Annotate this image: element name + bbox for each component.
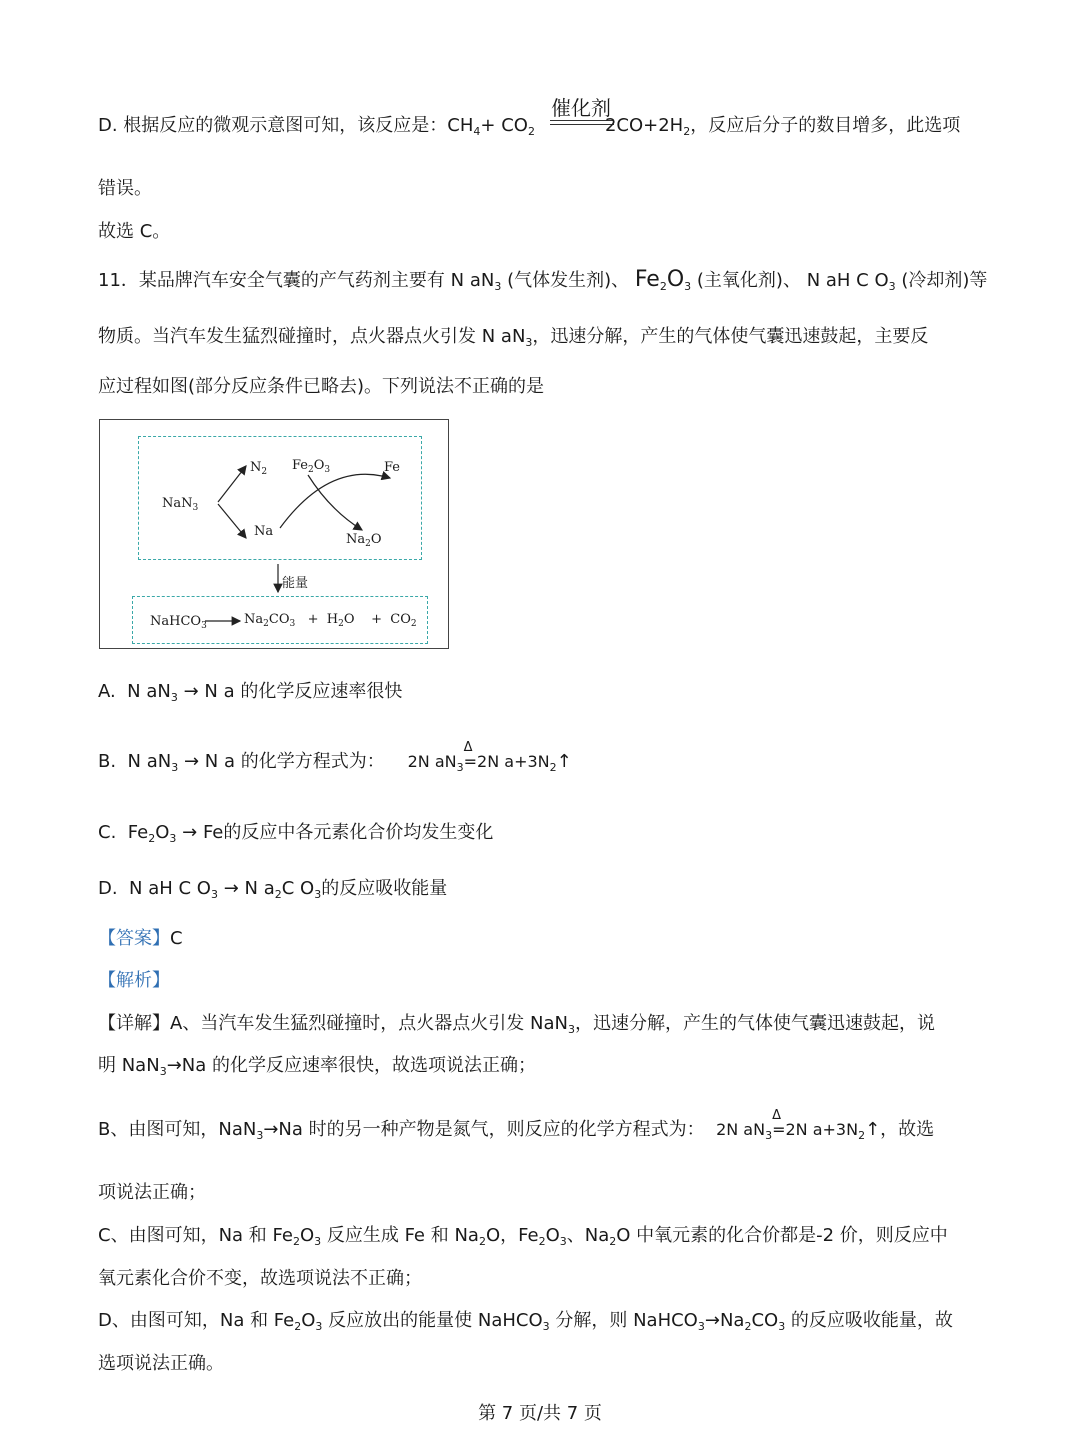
- label-na2o: $Na_2O$: [346, 532, 382, 549]
- arrow-to-na2o: [308, 475, 362, 530]
- page-number: 第 7 页/共 7 页: [478, 1403, 602, 1424]
- q11-line2: 物质。当汽车发生猛烈碰撞时，点火器点火引发 N $aN_3$，迅速分解，产生的气体使气囊迅速鼓起，主要反: [98, 326, 929, 349]
- detail-a1: 【详解】A、当汽车发生猛烈碰撞时，点火器点火引发 NaN$_3$，迅速分解，产生的气体使气囊迅速鼓起，说: [98, 1013, 935, 1036]
- label-fe2o3: $Fe_2O_3$: [292, 458, 331, 475]
- arrow-to-na: [218, 504, 246, 538]
- option-c: C. $Fe_2O_3 \to Fe$的反应中各元素化合价均发生变化: [98, 822, 494, 845]
- detail-c2: 氧元素化合价不变，故选项说法不正确；: [98, 1268, 422, 1289]
- option-d-prev-line: D. 根据反应的微观示意图可知，该反应是：$CH_4+ CO_2$ $2CO+2H_2$，反应后分子的数目增多，此选项: [98, 115, 961, 138]
- detail-d1: D、由图可知，Na 和 $Fe_2O_3$ 反应放出的能量使 NaHCO$_3$ 分解，则 $NaHCO_3\to Na_2CO_3$ 的反应吸收能量，故: [98, 1310, 953, 1333]
- option-a: A. N $aN_3 \to N$ a 的化学反应速率很快: [98, 681, 403, 704]
- answer-line: [98, 927, 183, 951]
- detail-d2: 选项说法正确。: [98, 1353, 224, 1374]
- option-d: D. N aH C $O_3 \to N$ $a_2C$ $O_3$的反应吸收能量: [98, 878, 448, 901]
- q11-line1: 11．某品牌汽车安全气囊的产气药剂主要有 N $aN_3$ (气体发生剂)、 $Fe_2O_3$ (主氧化剂)、 N aH C $O_3$ (冷却剂)等: [98, 267, 988, 293]
- label-eq-nahco3: NaHCO$_3$: [150, 614, 207, 631]
- option-d-prev-cont: 错误。: [98, 178, 152, 199]
- detail-b2: 项说法正确；: [98, 1182, 206, 1203]
- q11-line3: 应过程如图(部分反应条件已略去)。下列说法不正确的是: [98, 376, 545, 397]
- detail-b1: B、由图可知，NaN$_3$→Na 时的另一种产物是氮气，则反应的化学方程式为： 2N $aN_3$ Δ =2N $a+3N_2↑$，故选: [98, 1108, 935, 1142]
- analysis-label: 【解析】: [98, 970, 170, 991]
- label-eq-products: $Na_2CO_3$ + $H_2O$ + $CO_2$: [244, 612, 417, 629]
- detail-c1: C、由图可知，Na 和 $Fe_2O_3$ 反应生成 Fe 和 $Na_2O$，$Fe_2O_3$、$Na_2O$ 中氧元素的化合价都是-2 价，则反应中: [98, 1225, 948, 1248]
- label-n2: $N_2$: [250, 460, 268, 477]
- select-c-line: 故选 C。: [98, 221, 171, 242]
- answer-value: C: [170, 928, 183, 949]
- label-energy: 能量: [282, 576, 309, 591]
- detail-a2: 明 NaN$_3$→Na 的化学反应速率很快，故选项说法正确；: [98, 1055, 536, 1078]
- reaction-diagram: [99, 419, 449, 649]
- option-b: B. N $aN_3 \to N$ a 的化学方程式为： 2N $aN_3$ Δ =2N $a+3N_2↑$: [98, 740, 572, 774]
- answer-label: 【答案】: [98, 928, 170, 949]
- label-nan3: NaN$_3$: [162, 496, 199, 513]
- arrow-to-fe: [280, 474, 390, 528]
- arrow-to-n2: [218, 466, 246, 502]
- catalyst-label: 催化剂: [551, 96, 611, 120]
- label-fe: Fe: [384, 460, 401, 475]
- label-na: Na: [254, 524, 274, 539]
